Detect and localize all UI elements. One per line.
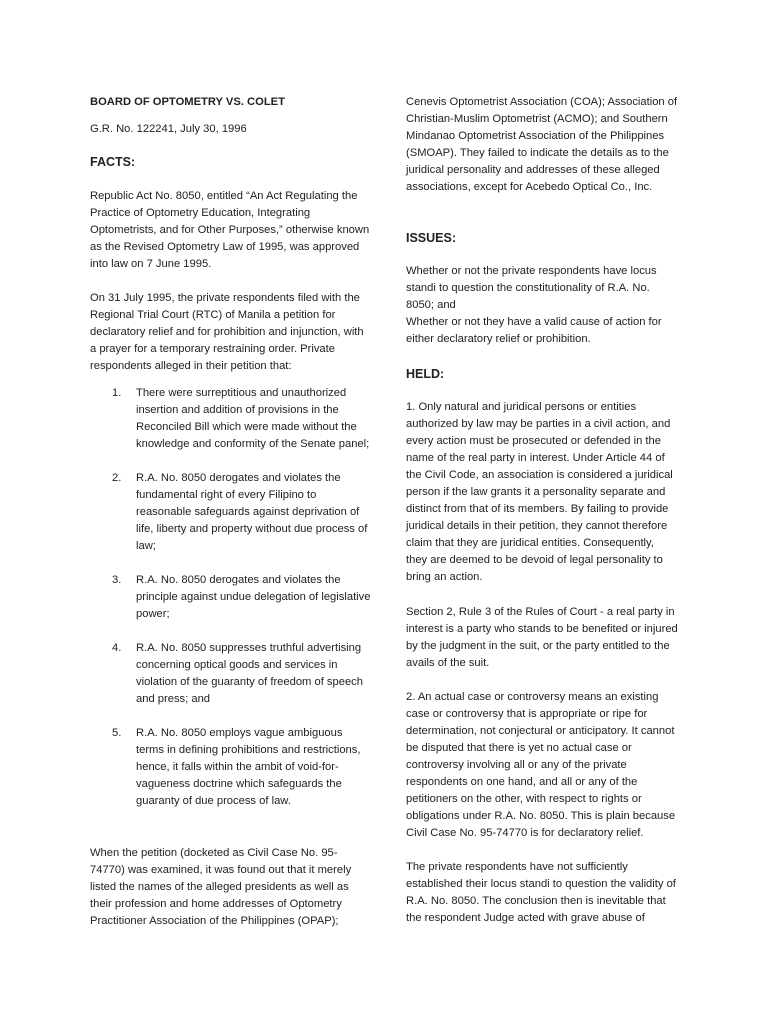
allegation-number: 4. (112, 642, 122, 654)
allegation-item (90, 385, 372, 453)
allegation-item (90, 572, 372, 623)
facts-paragraph-1: Republic Act No. 8050, entitled “An Act Regulating the Practice of Optometry Education, Integrating Optometrists, and for Other Purposes,” otherwise known as the Revised Optometry Law of 1995, was approved into law on 7 June 1995. (90, 190, 370, 270)
issue-2: Whether or not they have a valid cause of action for either declaratory relief or prohibition. (406, 316, 662, 345)
issues-heading: ISSUES: (406, 231, 457, 245)
allegation-text: R.A. No. 8050 employs vague ambiguous terms in defining prohibitions and restrictions, hence, it falls within the ambit of void-for-vagueness doctrine which safeguards the guaranty of due process of law. (136, 727, 361, 807)
held-heading: HELD: (406, 367, 445, 381)
facts-paragraph-3: When the petition (docketed as Civil Case No. 95-74770) was examined, it was found out that it merely listed the names of the alleged presidents as well as their profession and home addresses of Optometry Practitioner Association of the Philippines (OPAP); (90, 847, 352, 927)
allegation-number: 3. (112, 574, 122, 586)
allegation-number: 5. (112, 727, 122, 739)
allegation-number: 1. (112, 387, 122, 399)
allegation-text: R.A. No. 8050 derogates and violates the principle against undue delegation of legislative power; (136, 574, 371, 620)
allegations-list (90, 385, 372, 827)
allegation-number: 2. (112, 472, 122, 484)
allegation-text: R.A. No. 8050 derogates and violates the fundamental right of every Filipino to reasonable safeguards against deprivation of life, liberty and property without due process of law; (136, 472, 368, 552)
facts-paragraph-2: On 31 July 1995, the private respondents filed with the Regional Trial Court (RTC) of Manila a petition for declaratory relief and for prohibition and injunction, with a prayer for a temporary restraining order. Private respondents alleged in their petition that: (90, 292, 364, 372)
held-paragraph-2: Section 2, Rule 3 of the Rules of Court - a real party in interest is a party who stands to be benefited or injured by the judgment in the suit, or the party entitled to the avails of the suit. (406, 606, 678, 669)
allegation-item (90, 470, 372, 555)
case-citation: G.R. No. 122241, July 30, 1996 (90, 123, 247, 135)
allegation-item (90, 640, 372, 708)
case-title: BOARD OF OPTOMETRY VS. COLET (90, 96, 285, 108)
held-paragraph-3: 2. An actual case or controversy means an existing case or controversy that is appropriate or ripe for determination, not conjectural or anticipatory. It cannot be disputed that there is yet no actual case or controversy involving all or any of the private respondents on one hand, and all or any of the petitioners on the other, with respect to rights or obligations under R.A. No. 8050. This is plain because Civil Case No. 95-74770 is for declaratory relief. (406, 691, 676, 839)
allegation-text: There were surreptitious and unauthorized insertion and addition of provisions in the Reconciled Bill which were made without the knowledge and conformity of the Senate panel; (136, 387, 370, 450)
facts-continuation: Cenevis Optometrist Association (COA); Association of Christian-Muslim Optometrist (ACMO); and Southern Mindanao Optometrist Association of the Philippines (SMOAP). They failed to indicate the details as to the juridical personality and addresses of these alleged associations, except for Acebedo Optical Co., Inc. (406, 96, 678, 193)
held-paragraph-4: The private respondents have not sufficiently established their locus standi to question the validity of R.A. No. 8050. The conclusion then is inevitable that the respondent Judge acted with grave abuse of (406, 861, 676, 924)
allegation-text: R.A. No. 8050 suppresses truthful advertising concerning optical goods and services in violation of the guaranty of freedom of speech and press; and (136, 642, 364, 705)
issue-1: Whether or not the private respondents have locus standi to question the constitutionality of R.A. No. 8050; and (406, 265, 657, 311)
held-paragraph-1: 1. Only natural and juridical persons or entities authorized by law may be parties in a civil action, and every action must be prosecuted or defended in the name of the real party in interest. Under Article 44 of the Civil Code, an association is considered a juridical person if the law grants it a personality separate and distinct from that of its members. By failing to provide juridical details in their petition, they cannot therefore claim that they are juridical entities. Consequently, they are deemed to be devoid of legal personality to bring an action. (406, 401, 673, 583)
facts-heading: FACTS: (90, 155, 136, 169)
allegation-item (90, 725, 372, 810)
